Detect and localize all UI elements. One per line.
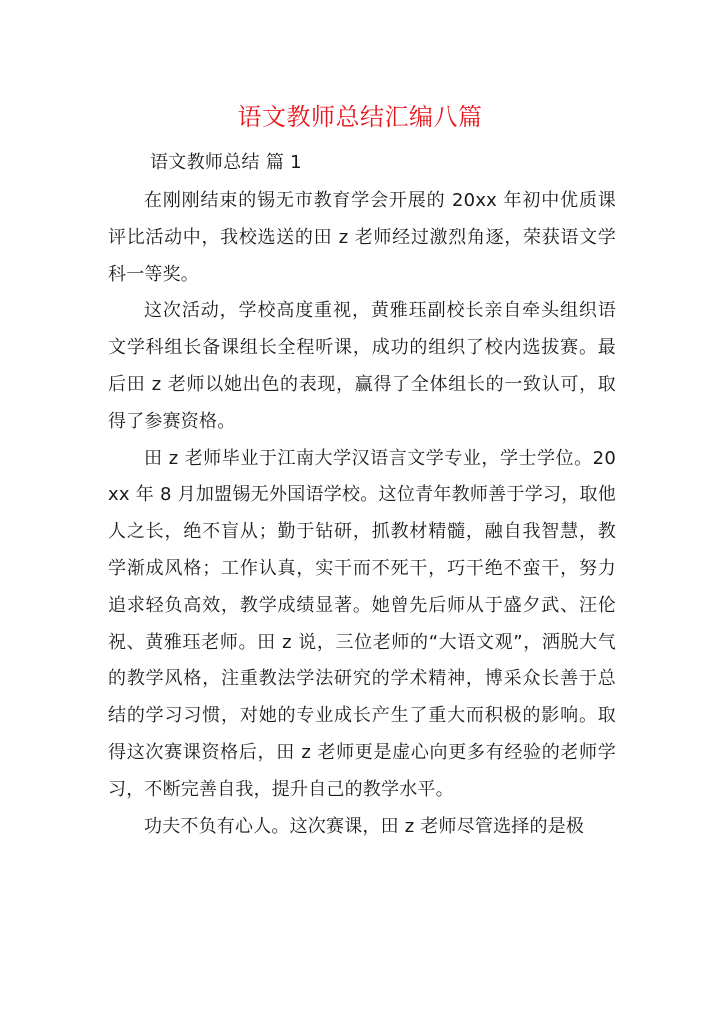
paragraph: 这次活动，学校高度重视，黄雅珏副校长亲自牵头组织语文学科组长备课组长全程听课，成功的组织了校内选拔赛。最后田 z 老师以她出色的表现，赢得了全体组长的一致认可，取得了参赛资格。 bbox=[108, 300, 616, 432]
document-title: 语文教师总结汇编八篇 bbox=[237, 103, 483, 131]
section-heading: 语文教师总结 篇 1 bbox=[150, 152, 302, 173]
paragraph: 功夫不负有心人。这次赛课，田 z 老师尽管选择的是极 bbox=[144, 815, 585, 837]
document-body bbox=[108, 183, 616, 845]
paragraph: 在刚刚结束的锡无市教育学会开展的 20xx 年初中优质课评比活动中，我校选送的田 z 老师经过激烈角逐，荣获语文学科一等奖。 bbox=[108, 190, 616, 285]
paragraph: 田 z 老师毕业于江南大学汉语言文学专业，学士学位。20xx 年 8 月加盟锡无外国语学校。这位青年教师善于学习，取他人之长，绝不盲从；勤于钻研，抓教材精髓，融自我智慧，教学渐成风格；工作认真，实干而不死干，巧干绝不蛮干，努力追求轻负高效，教学成绩显著。她曾先后师从于盛夕武、汪伦祝、黄雅珏老师。田 z 说，三位老师的“大语文观”，洒脱大气的教学风格，注重教法学法研究的学术精神，博采众长善于总结的学习习惯，对她的专业成长产生了重大而积极的影响。取得这次赛课资格后，田 z 老师更是虚心向更多有经验的老师学习，不断完善自我，提升自己的教学水平。 bbox=[108, 447, 616, 800]
